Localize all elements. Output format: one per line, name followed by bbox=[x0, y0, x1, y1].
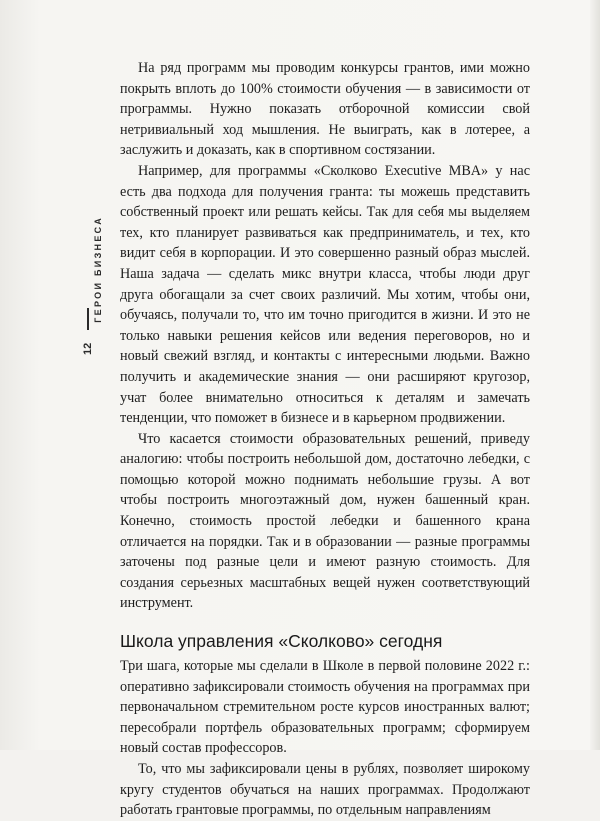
section-heading: Школа управления «Сколково» сегодня bbox=[120, 631, 443, 652]
paragraph-three-steps: Три шага, которые мы сделали в Школе в первой половине 2022 г.: оперативно зафиксировали стоимость обучения на программах при первоначальном стремительном росте курсов иностранных валют; пересобрали портфель образовательных программ; сформируем новый состав профессоров. bbox=[120, 658, 530, 757]
paragraph-mba-example: Например, для программы «Сколково Executive MBA» у нас есть два подхода для получения гранта: ты можешь представить собственный проект или решать кейсы. Так для себя мы выделяем тех, кто планирует развиваться как предприниматель, и тех, кто видит себя в корпорации. И это совершенно разный образ мыслей. Наша задача — сделать микс внутри класса, чтобы люди друг друга обогащали за счет своих различий. Мы хотим, чтобы они, обучаясь, получали то, что им точно пригодится в жизни. И это не только навыки решения кейсов или ведения переговоров, но и новый свежий взгляд, и контакты с интересными людьми. Важно получить и академические знания — они расширяют кругозор, учат более внимательно относиться к деталям и замечать тенденции, что поможет в бизнесе и в карьерном продвижении. bbox=[120, 162, 530, 427]
running-header-title: ГЕРОИ БИЗНЕСА bbox=[93, 216, 103, 323]
paragraph-grants: На ряд программ мы проводим конкурсы грантов, ими можно покрыть вплоть до 100% стоимости обучения — в зависимости от программы. Нужно показать отборочной комиссии свой нетривиальный ход мышления. Не выиграть, как в лотерее, а заслужить и доказать, как в спортивном состязании. bbox=[120, 60, 530, 159]
page-number: 12 bbox=[82, 342, 94, 356]
paragraph-cost-analogy: Что касается стоимости образовательных решений, приведу аналогию: чтобы построить небольшой дом, достаточно лебедки, с помощью которой можно поднимать небольшие грузы. А вот чтобы построить многоэтажный дом, нужен башенный кран. Конечно, стоимость простой лебедки и башенного крана отличается на порядки. Так и в образовании — разные программы заточены под разные цели и имеют разную стоимость. Для создания серьезных масштабных вещей нужен соответствующий инструмент. bbox=[120, 430, 530, 612]
running-header-rule bbox=[87, 308, 89, 330]
page-body bbox=[120, 58, 530, 821]
page-edge bbox=[590, 0, 600, 750]
paragraph-prices: То, что мы зафиксировали цены в рублях, позволяет широкому кругу студентов обучаться на наших программах. Продолжают работать грантовые программы, по отдельным направлениям bbox=[120, 761, 530, 819]
